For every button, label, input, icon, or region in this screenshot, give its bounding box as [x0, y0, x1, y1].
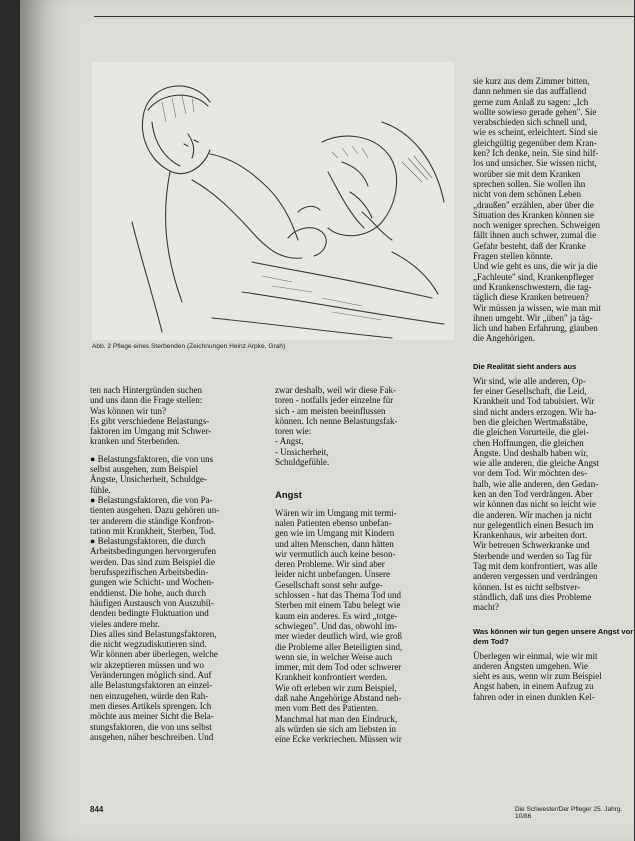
text-line: - Unsicherheit,: [275, 446, 329, 457]
text-line: Wir betreuen Schwerkranke und: [473, 540, 590, 551]
text-line: worüber sie mit dem Kranken: [473, 168, 581, 179]
text-line: Krankheit und Tod tabuisiert. Wir: [473, 396, 595, 407]
text-line: die Probleme aller Beteiligten sind,: [275, 641, 403, 652]
text-line: Sterben mit einem Tabu belegt wie: [275, 600, 401, 611]
text-line: Was können wir tun?: [90, 405, 167, 416]
text-line: faktoren im Umgang mit Schwer-: [90, 426, 212, 437]
text-line: stungsfaktoren, die von uns selbst: [90, 721, 212, 732]
text-line: Wir müssen ja wissen, wie man mit: [473, 302, 601, 313]
text-line: kaum ein anderes. Es wird „totge-: [275, 610, 398, 621]
text-line: täglich diese Kranken betreuen?: [473, 292, 589, 303]
text-line: sprechen sollen. Sie wollen ihn: [473, 178, 586, 189]
text-line: Dies alles sind Belastungsfaktoren,: [90, 628, 217, 639]
text-line: immer, mit dem Tod oder schwerer: [275, 662, 402, 673]
text-line: Sterbende und werden so Tag für: [473, 550, 592, 561]
text-line: ihnen umgeht. Wir „üben" ja täg-: [473, 312, 593, 323]
text-line: tation mit Krankheit, Sterben, Tod.: [90, 525, 216, 536]
section-subheading: Die Realität sieht anders aus: [473, 361, 577, 371]
caregiver-and-patient-drawing: [92, 62, 454, 340]
text-line: Wir sind, wie alle anderen, Op-: [473, 375, 586, 386]
text-column-right: [473, 76, 635, 702]
text-line: Situation des Kranken können sie: [473, 209, 594, 220]
text-line: wie alle anderen, die gleiche Angst: [473, 458, 599, 469]
text-line: selbst ausgehen, zum Beispiel: [90, 464, 198, 475]
text-line: Fragen stellen könnte.: [473, 251, 553, 262]
text-line: wollte sowieso gerade gehen". Sie: [473, 106, 597, 117]
text-line: möchte aus meiner Sicht die Bela-: [90, 711, 214, 722]
text-line: ken? Ich denke, nein. Sie sind hilf-: [473, 148, 599, 159]
text-line: Arbeitsbedingungen hervorgerufen: [90, 546, 217, 557]
text-line: und uns dann die Frage stellen:: [90, 395, 203, 406]
text-line: los und unsicher. Sie wissen nicht,: [473, 158, 597, 169]
text-line: Und wie geht es uns, die wir ja die: [473, 261, 598, 272]
text-line: fer einer Gesellschaft, die Leid,: [473, 386, 587, 397]
text-line: ● Belastungsfaktoren, die durch: [90, 536, 206, 547]
text-line: schwiegen". Und das, obwohl im-: [275, 620, 398, 631]
text-column-left: [90, 385, 267, 742]
text-line: ben die gleichen Wertmaßstäbe,: [473, 416, 588, 427]
text-line: - Angst,: [275, 436, 304, 447]
text-line: wir akzeptieren müssen und wo: [90, 659, 204, 670]
text-line: men vom Bett des Patienten.: [275, 703, 379, 714]
text-line: gerne zum Anlaß zu sagen: „Ich: [473, 96, 589, 107]
text-line: anderen vergessen und verdrängen: [473, 571, 598, 582]
text-line: ständlich, daß uns dies Probleme: [473, 591, 592, 602]
text-line: berufsspezifischen Arbeitsbedin-: [90, 567, 209, 578]
paragraph-gap: [275, 467, 467, 485]
text-line: können. Ist es nicht selbstver-: [473, 581, 581, 592]
text-line: Krankheit konfrontiert werden.: [275, 672, 388, 683]
text-line: ● Belastungsfaktoren, die von Pa-: [90, 494, 213, 505]
text-line: nalen Patienten ebenso unbefan-: [275, 517, 392, 528]
text-line: verabschieden sich schnell und,: [473, 117, 587, 128]
text-line: sich - am meisten beeinflussen: [275, 405, 386, 416]
text-line: mer wieder deutlich wird, wie groß: [275, 631, 402, 642]
text-line: Angst haben, in einem Aufzug zu: [473, 681, 594, 692]
text-line: Manchmal hat man den Eindruck,: [275, 713, 398, 724]
text-line: Ängste, Unsicherheit, Schuldge-: [90, 474, 207, 485]
text-line: häufigen Austausch von Auszubil-: [90, 597, 214, 608]
text-line: die Angehörigen.: [473, 333, 535, 344]
text-line: fühle.: [90, 484, 111, 495]
text-line: wir können das nicht so leicht wie: [473, 499, 596, 510]
text-line: und alten Menschen, dann hätten: [275, 538, 394, 549]
text-line: fällt ihnen auch schwer, zumal die: [473, 230, 597, 241]
section-heading: Angst: [275, 490, 302, 502]
text-line: können. Ich nenne Belastungsfak-: [275, 415, 398, 426]
text-line: nen einzugehen, würde den Rah-: [90, 690, 209, 701]
text-line: Krankenhaus, wir arbeiten dort.: [473, 530, 588, 541]
text-line: werden. Das sind zum Beispiel die: [90, 556, 215, 567]
text-line: daß nahe Angehörige Abstand neh-: [275, 693, 402, 704]
text-line: kranken und Sterbenden.: [90, 436, 180, 447]
text-line: gungen wie Schicht- und Wochen-: [90, 577, 215, 588]
text-line: als würden sie sich am liebsten in: [275, 723, 396, 734]
text-line: ken an den Tod verdrängen. Aber: [473, 488, 593, 499]
text-line: und Krankenschwestern, die tag-: [473, 281, 592, 292]
text-line: wenn sie, in welcher Weise auch: [275, 651, 393, 662]
text-line: „draußen" erzählen, aber über die: [473, 199, 594, 210]
text-line: Schuldgefühle.: [275, 457, 330, 468]
text-line: sieht es aus, wenn wir zum Beispiel: [473, 671, 602, 682]
text-line: Wären wir im Umgang mit termi-: [275, 507, 397, 518]
text-line: wie es scheint, erleichtert. Sind sie: [473, 127, 598, 138]
text-line: die nicht wegzudiskutieren sind.: [90, 639, 207, 650]
text-line: denden bedingte Fluktuation und: [90, 608, 209, 619]
text-line: vieles andere mehr.: [90, 618, 160, 629]
text-line: enddienst. Die hohe, auch durch: [90, 587, 206, 598]
text-line: Es gibt verschiedene Belastungs-: [90, 415, 210, 426]
journal-citation: Die Schwester/Der Pfleger 25. Jahrg. 10/86: [515, 806, 623, 820]
text-line: die anderen. Wir machen ja nicht: [473, 509, 592, 520]
text-line: Gesellschaft sonst sehr aufge-: [275, 579, 383, 590]
text-line: Tag mit dem konfrontiert, was alle: [473, 561, 598, 572]
text-line: ausgehen, näher beschreiben. Und: [90, 731, 214, 742]
text-line: „Fachleute" sind, Krankenpfleger: [473, 271, 594, 282]
figure-caption: Abb. 2 Pflege eines Sterbenden (Zeichnungen Heinz Arpke, Grah): [92, 343, 286, 350]
text-line: Veränderungen möglich sind. Auf: [90, 670, 212, 681]
text-line: noch weniger sprechen. Schweigen: [473, 220, 600, 231]
text-line: leider nicht unbefangen. Unsere: [275, 569, 390, 580]
text-line: toren wie:: [275, 426, 312, 437]
text-line: toren - notfalls jeder einzelne für: [275, 395, 394, 406]
text-line: Ängste. Und deshalb haben wir,: [473, 447, 589, 458]
text-line: lich und haben Erfahrung, glauben: [473, 323, 598, 334]
text-line: ter anderem die ständige Konfron-: [90, 515, 214, 526]
text-line: zwar deshalb, weil wir diese Fak-: [275, 385, 396, 395]
text-line: halb, wie alle anderen, den Gedan-: [473, 478, 599, 489]
text-line: dann nehmen sie das auffallend: [473, 86, 587, 97]
text-line: Gefahr besteht, daß der Kranke: [473, 240, 586, 251]
text-line: fahren oder in einen dunklen Kel-: [473, 691, 595, 702]
page-number: 844: [90, 805, 104, 814]
paragraph-gap: [90, 447, 267, 454]
text-line: nur gelegentlich einen Besuch im: [473, 519, 594, 530]
text-line: Wir können aber überlegen, welche: [90, 649, 218, 660]
text-line: sie kurz aus dem Zimmer bitten,: [473, 76, 590, 86]
text-line: Wie oft erleben wir zum Beispiel,: [275, 682, 397, 693]
text-line: sind nicht anders erzogen. Wir ha-: [473, 406, 597, 417]
text-line: Überlegen wir einmal, wie wir mit: [473, 650, 598, 661]
text-line: gen wie im Umgang mit Kindern: [275, 528, 395, 539]
paragraph-gap: [473, 613, 635, 621]
text-line: die gleichen Vorurteile, die glei-: [473, 427, 589, 438]
sketch-illustration: [92, 62, 454, 340]
book-page: [20, 0, 634, 841]
text-line: alle Belastungsfaktoren an einzel-: [90, 680, 213, 691]
text-line: vor dem Tod. Wir möchten des-: [473, 468, 588, 479]
text-line: tienten ausgehen. Dazu gehören un-: [90, 505, 220, 516]
text-line: eine Ecke verkriechen. Müssen wir: [275, 734, 402, 745]
text-line: macht?: [473, 602, 499, 613]
section-subheading: Was können wir tun gegen unsere Angst vor dem Tod?: [473, 626, 634, 646]
text-line: men dieses Artikels sprengen. Ich: [90, 700, 212, 711]
text-column-middle: [275, 385, 467, 745]
text-line: ● Belastungsfaktoren, die von uns: [90, 453, 214, 464]
header-rule: [94, 16, 634, 17]
text-line: nicht von dem schönen Leben: [473, 189, 581, 200]
text-line: anderen Ängsten umgehen. Wie: [473, 660, 588, 671]
text-line: deren Probleme. Wir sind aber: [275, 559, 385, 570]
text-line: chen Hoffnungen, die gleichen: [473, 437, 584, 448]
text-line: ten nach Hintergründen suchen: [90, 385, 203, 395]
text-line: gleichgültig gegenüber dem Kran-: [473, 137, 597, 148]
text-line: schlossen - hat das Thema Tod und: [275, 590, 402, 601]
text-line: wir vermutlich auch keine beson-: [275, 548, 396, 559]
paragraph-gap: [473, 344, 635, 356]
